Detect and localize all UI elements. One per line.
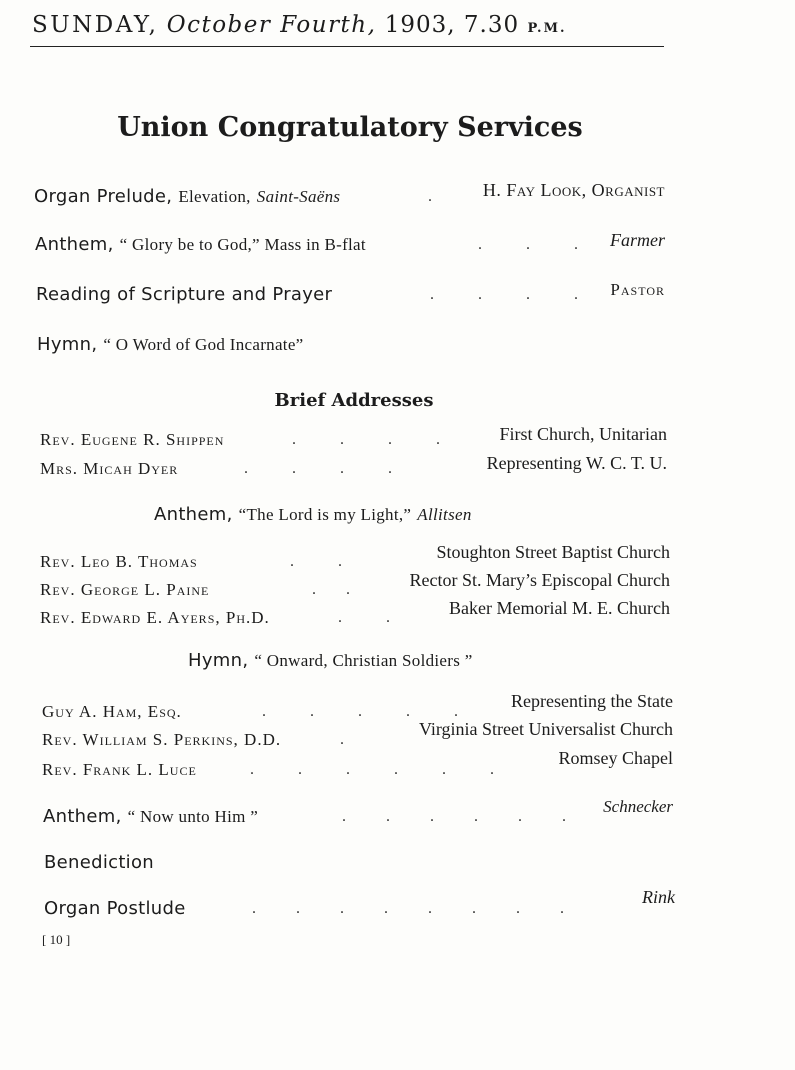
organ-prelude-performer: H. Fay Look, Organist <box>482 180 665 200</box>
leader-dots: . <box>340 731 344 748</box>
leader-dots: . . <box>290 553 342 570</box>
page-header <box>32 12 567 38</box>
speaker-name: Rev. William S. Perkins, D.D. <box>42 730 282 749</box>
anthem-3-composer: Schnecker <box>603 797 673 816</box>
hymn-1-line <box>37 334 304 355</box>
anthem-3-line <box>43 806 258 827</box>
hymn-2-line <box>188 650 473 671</box>
anthem-1-line <box>35 234 366 255</box>
organ-postlude-composer: Rink <box>642 887 675 907</box>
speaker-affiliation: Stoughton Street Baptist Church <box>436 542 670 562</box>
organ-prelude-label: Organ Prelude, <box>34 186 173 207</box>
anthem-2-piece: “The Lord is my Light,” <box>238 505 412 524</box>
header-day: SUNDAY, <box>32 12 159 38</box>
speaker-name: Rev. George L. Paine <box>40 580 210 599</box>
header-pm: P.M. <box>527 21 567 36</box>
speaker-name: Guy A. Ham, Esq. <box>42 702 182 721</box>
hymn-2-label: Hymn, <box>188 650 249 671</box>
hymn-1-piece: “ O Word of God Incarnate” <box>103 335 304 354</box>
header-date: October Fourth, <box>166 12 377 38</box>
anthem-2-label: Anthem, <box>154 504 233 525</box>
page-number: [ 10 ] <box>42 932 71 947</box>
header-rule <box>30 46 664 47</box>
anthem-2-composer: Allitsen <box>417 505 472 524</box>
organ-prelude-composer: Saint-Saëns <box>256 187 341 206</box>
leader-dots: . <box>428 188 432 205</box>
speaker-name: Rev. Frank L. Luce <box>42 760 197 779</box>
hymn-1-label: Hymn, <box>37 334 98 355</box>
leader-dots: . . . . <box>292 431 440 448</box>
leader-dots: . . . . . . . . <box>252 900 564 917</box>
hymn-2-piece: “ Onward, Christian Soldiers ” <box>254 651 473 670</box>
organ-prelude-piece: Elevation, <box>178 187 251 206</box>
scripture-leader: Pastor <box>610 280 665 299</box>
anthem-2-line <box>154 504 472 525</box>
anthem-1-composer: Farmer <box>610 230 665 250</box>
leader-dots: . . <box>312 581 350 598</box>
speaker-affiliation: Virginia Street Universalist Church <box>418 719 673 739</box>
speaker-affiliation: Rector St. Mary’s Episcopal Church <box>409 570 670 590</box>
speaker-affiliation: Baker Memorial M. E. Church <box>449 598 670 618</box>
leader-dots: . . . <box>478 236 578 253</box>
anthem-3-label: Anthem, <box>43 806 122 827</box>
leader-dots: . . . . <box>430 286 578 303</box>
leader-dots: . . <box>338 609 390 626</box>
scripture-line: Reading of Scripture and Prayer <box>36 284 333 305</box>
speaker-name: Mrs. Micah Dyer <box>40 459 179 478</box>
speaker-name: Rev. Leo B. Thomas <box>40 552 198 571</box>
organ-prelude-line <box>34 186 340 207</box>
anthem-1-label: Anthem, <box>35 234 114 255</box>
speaker-affiliation: First Church, Unitarian <box>499 424 667 444</box>
speaker-affiliation: Representing W. C. T. U. <box>486 453 667 473</box>
organ-postlude-line: Organ Postlude <box>44 898 186 919</box>
page-title: Union Congratulatory Services <box>117 112 583 143</box>
leader-dots: . . . . <box>244 460 392 477</box>
speaker-affiliation: Romsey Chapel <box>558 748 673 768</box>
speaker-affiliation: Representing the State <box>511 691 673 711</box>
leader-dots: . . . . . . <box>342 808 566 825</box>
leader-dots: . . . . . . <box>250 761 494 778</box>
anthem-1-piece: “ Glory be to God,” Mass in B-flat <box>119 235 366 254</box>
speaker-name: Rev. Edward E. Ayers, Ph.D. <box>40 608 270 627</box>
speaker-name: Rev. Eugene R. Shippen <box>40 430 225 449</box>
header-year-time: 1903, 7.30 <box>384 12 520 38</box>
brief-addresses-heading: Brief Addresses <box>274 390 434 411</box>
anthem-3-piece: “ Now unto Him ” <box>127 807 259 826</box>
benediction-line: Benediction <box>44 852 155 873</box>
leader-dots: . . . . . <box>262 703 458 720</box>
